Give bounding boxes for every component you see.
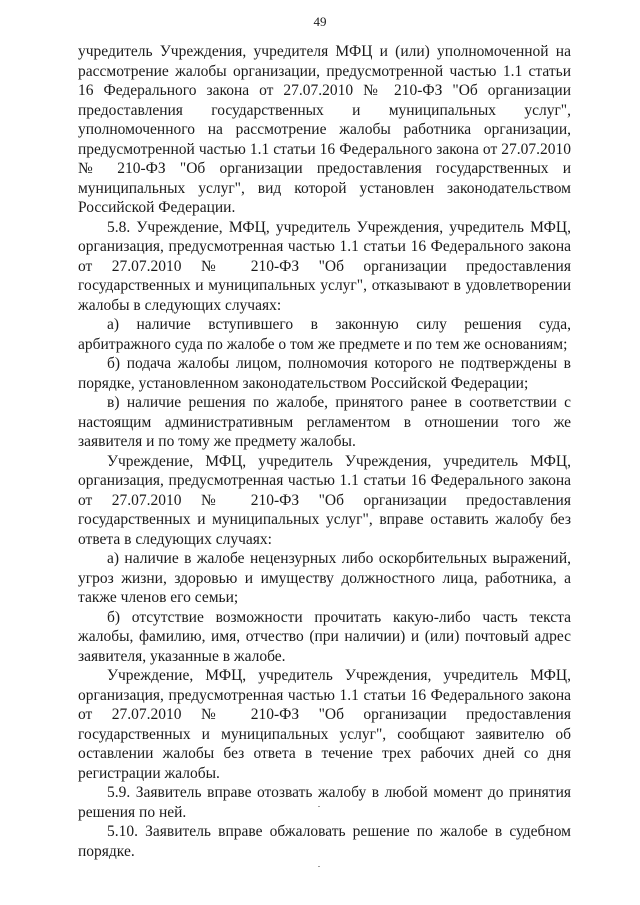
paragraph-no-answer: Учреждение, МФЦ, учредитель Учреждения, учредитель МФЦ, организация, предусмотренная частью 1.1 статьи 16 Федерального закона от 27.07.2010 № 210-ФЗ "Об организации предоставления государственных и муниципальных услуг", вправе оставить жалобу без ответа в следующих случаях: bbox=[78, 452, 571, 548]
paragraph-5-9: 5.9. Заявитель вправе отозвать жалобу в любой момент до принятия решения по ней. bbox=[78, 784, 571, 821]
list-item-a-2: а) наличие в жалобе нецензурных либо оскорбительных выражений, угроз жизни, здоровью и имуществу должностного лица, работника, а также членов его семьи; bbox=[78, 550, 571, 606]
paragraph-notification: Учреждение, МФЦ, учредитель Учреждения, учредитель МФЦ, организация, предусмотренная частью 1.1 статьи 16 Федерального закона от 27.07.2010 № 210-ФЗ "Об организации предоставления государственных и муниципальных услуг", сообщают заявителю об оставлении жалобы без ответа в течение трех рабочих дней со дня регистрации жалобы. bbox=[78, 667, 571, 782]
list-item-a: а) наличие вступившего в законную силу решения суда, арбитражного суда по жалобе о том же предмете и по тем же основаниям; bbox=[78, 316, 571, 353]
scan-speck bbox=[318, 806, 320, 807]
list-item-b-2: б) отсутствие возможности прочитать какую-либо часть текста жалобы, фамилию, имя, отчество (при наличии) и (или) почтовый адрес заявителя, указанные в жалобе. bbox=[78, 608, 571, 665]
paragraph-5-10: 5.10. Заявитель вправе обжаловать решение по жалобе в судебном порядке. bbox=[78, 823, 571, 860]
paragraph-continuation: учредитель Учреждения, учредителя МФЦ и (или) уполномоченной на рассмотрение жалобы организации, предусмотренной частью 1.1 статьи 16 Федерального закона от 27.07.2010 № 210-ФЗ "Об организации предоставления государственных и муниципальных услуг", уполномоченного на рассмотрение жалобы работника организации, предусмотренной частью 1.1 статьи 16 Федерального закона от 27.07.2010 № 210-ФЗ "Об организации предоставления государственных и муниципальных услуг", вид которой установлен законодательством Российской Федерации. bbox=[78, 43, 571, 216]
paragraph-5-8: 5.8. Учреждение, МФЦ, учредитель Учреждения, учредитель МФЦ, организация, предусмотренная частью 1.1 статьи 16 Федерального закона от 27.07.2010 № 210-ФЗ "Об организации предоставления государственных и муниципальных услуг", отказывают в удовлетворении жалобы в следующих случаях: bbox=[78, 218, 571, 314]
scan-speck bbox=[318, 866, 320, 867]
list-item-b: б) подача жалобы лицом, полномочия которого не подтверждены в порядке, установленном законодательством Российской Федерации; bbox=[78, 355, 571, 392]
document-body bbox=[78, 42, 571, 861]
page-number: 49 bbox=[313, 14, 327, 29]
list-item-v: в) наличие решения по жалобе, принятого ранее в соответствии с настоящим административным регламентом в отношении того же заявителя и по тому же предмету жалобы. bbox=[78, 394, 571, 450]
